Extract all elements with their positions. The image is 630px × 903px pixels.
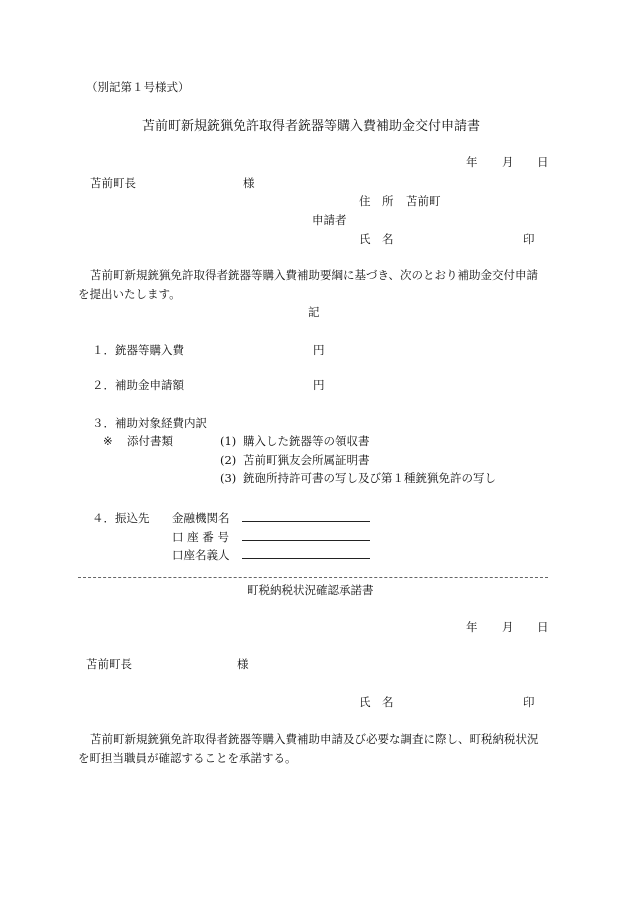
item2-label: ２．補助金申請額 [92, 378, 184, 392]
date-year: 年 [466, 155, 478, 169]
form-number: （別記第１号様式） [86, 80, 190, 94]
document-title: 苫前町新規銃猟免許取得者銃器等購入費補助金交付申請書 [142, 119, 481, 134]
body-text-line1: 苫前町新規銃猟免許取得者銃器等購入費補助要綱に基づき、次のとおり補助金交付申請 [90, 268, 539, 282]
attachments-label: 添付書類 [127, 434, 173, 448]
account-holder-label: 口座名義人 [172, 548, 230, 562]
item2-unit: 円 [313, 378, 325, 392]
date-day: 日 [537, 155, 549, 169]
consent-seal-mark: 印 [523, 695, 535, 709]
addressee-honorific: 様 [243, 176, 255, 190]
name-label: 氏 名 [359, 232, 394, 246]
doc3-text: 銃砲所持許可書の写し及び第１種銃猟免許の写し [243, 471, 496, 485]
doc1-number: (1) [220, 434, 237, 448]
doc2-text: 苫前町猟友会所属証明書 [243, 453, 370, 467]
bank-name-label: 金融機関名 [172, 511, 230, 525]
doc2-number: (2) [220, 453, 237, 467]
applicant-label: 申請者 [312, 213, 347, 227]
item4-label: ４．振込先 [92, 511, 150, 525]
account-number-label: 口 座 番 号 [172, 530, 229, 544]
consent-text-line2: を町担当職員が確認することを承諾する。 [78, 751, 297, 765]
date-month: 月 [502, 155, 514, 169]
address-label: 住 所 [359, 194, 394, 208]
consent-text-line1: 苫前町新規銃猟免許取得者銃器等購入費補助申請及び必要な調査に際し、町税納税状況 [90, 732, 539, 746]
consent-mayor: 苫前町長 [86, 657, 132, 671]
bank-name-field[interactable] [242, 521, 370, 522]
account-number-field[interactable] [242, 540, 370, 541]
consent-date-year: 年 [466, 620, 478, 634]
doc1-text: 購入した銃器等の領収書 [243, 434, 370, 448]
consent-title: 町税納税状況確認承諾書 [247, 583, 374, 597]
account-holder-field[interactable] [242, 558, 370, 559]
consent-name-label: 氏 名 [359, 695, 394, 709]
attachments-mark: ※ [103, 434, 113, 448]
seal-mark: 印 [523, 232, 535, 246]
doc3-number: (3) [220, 471, 237, 485]
consent-date-month: 月 [502, 620, 514, 634]
section-divider [78, 577, 548, 578]
consent-honorific: 様 [237, 657, 249, 671]
item1-unit: 円 [313, 343, 325, 357]
address-value: 苫前町 [406, 194, 441, 208]
body-text-line2: を提出いたします。 [78, 287, 181, 301]
item3-label: ３．補助対象経費内訳 [92, 416, 207, 430]
item1-label: １．銃器等購入費 [92, 343, 184, 357]
consent-date-day: 日 [537, 620, 549, 634]
ki-heading: 記 [308, 305, 320, 319]
addressee-mayor: 苫前町長 [90, 176, 136, 190]
